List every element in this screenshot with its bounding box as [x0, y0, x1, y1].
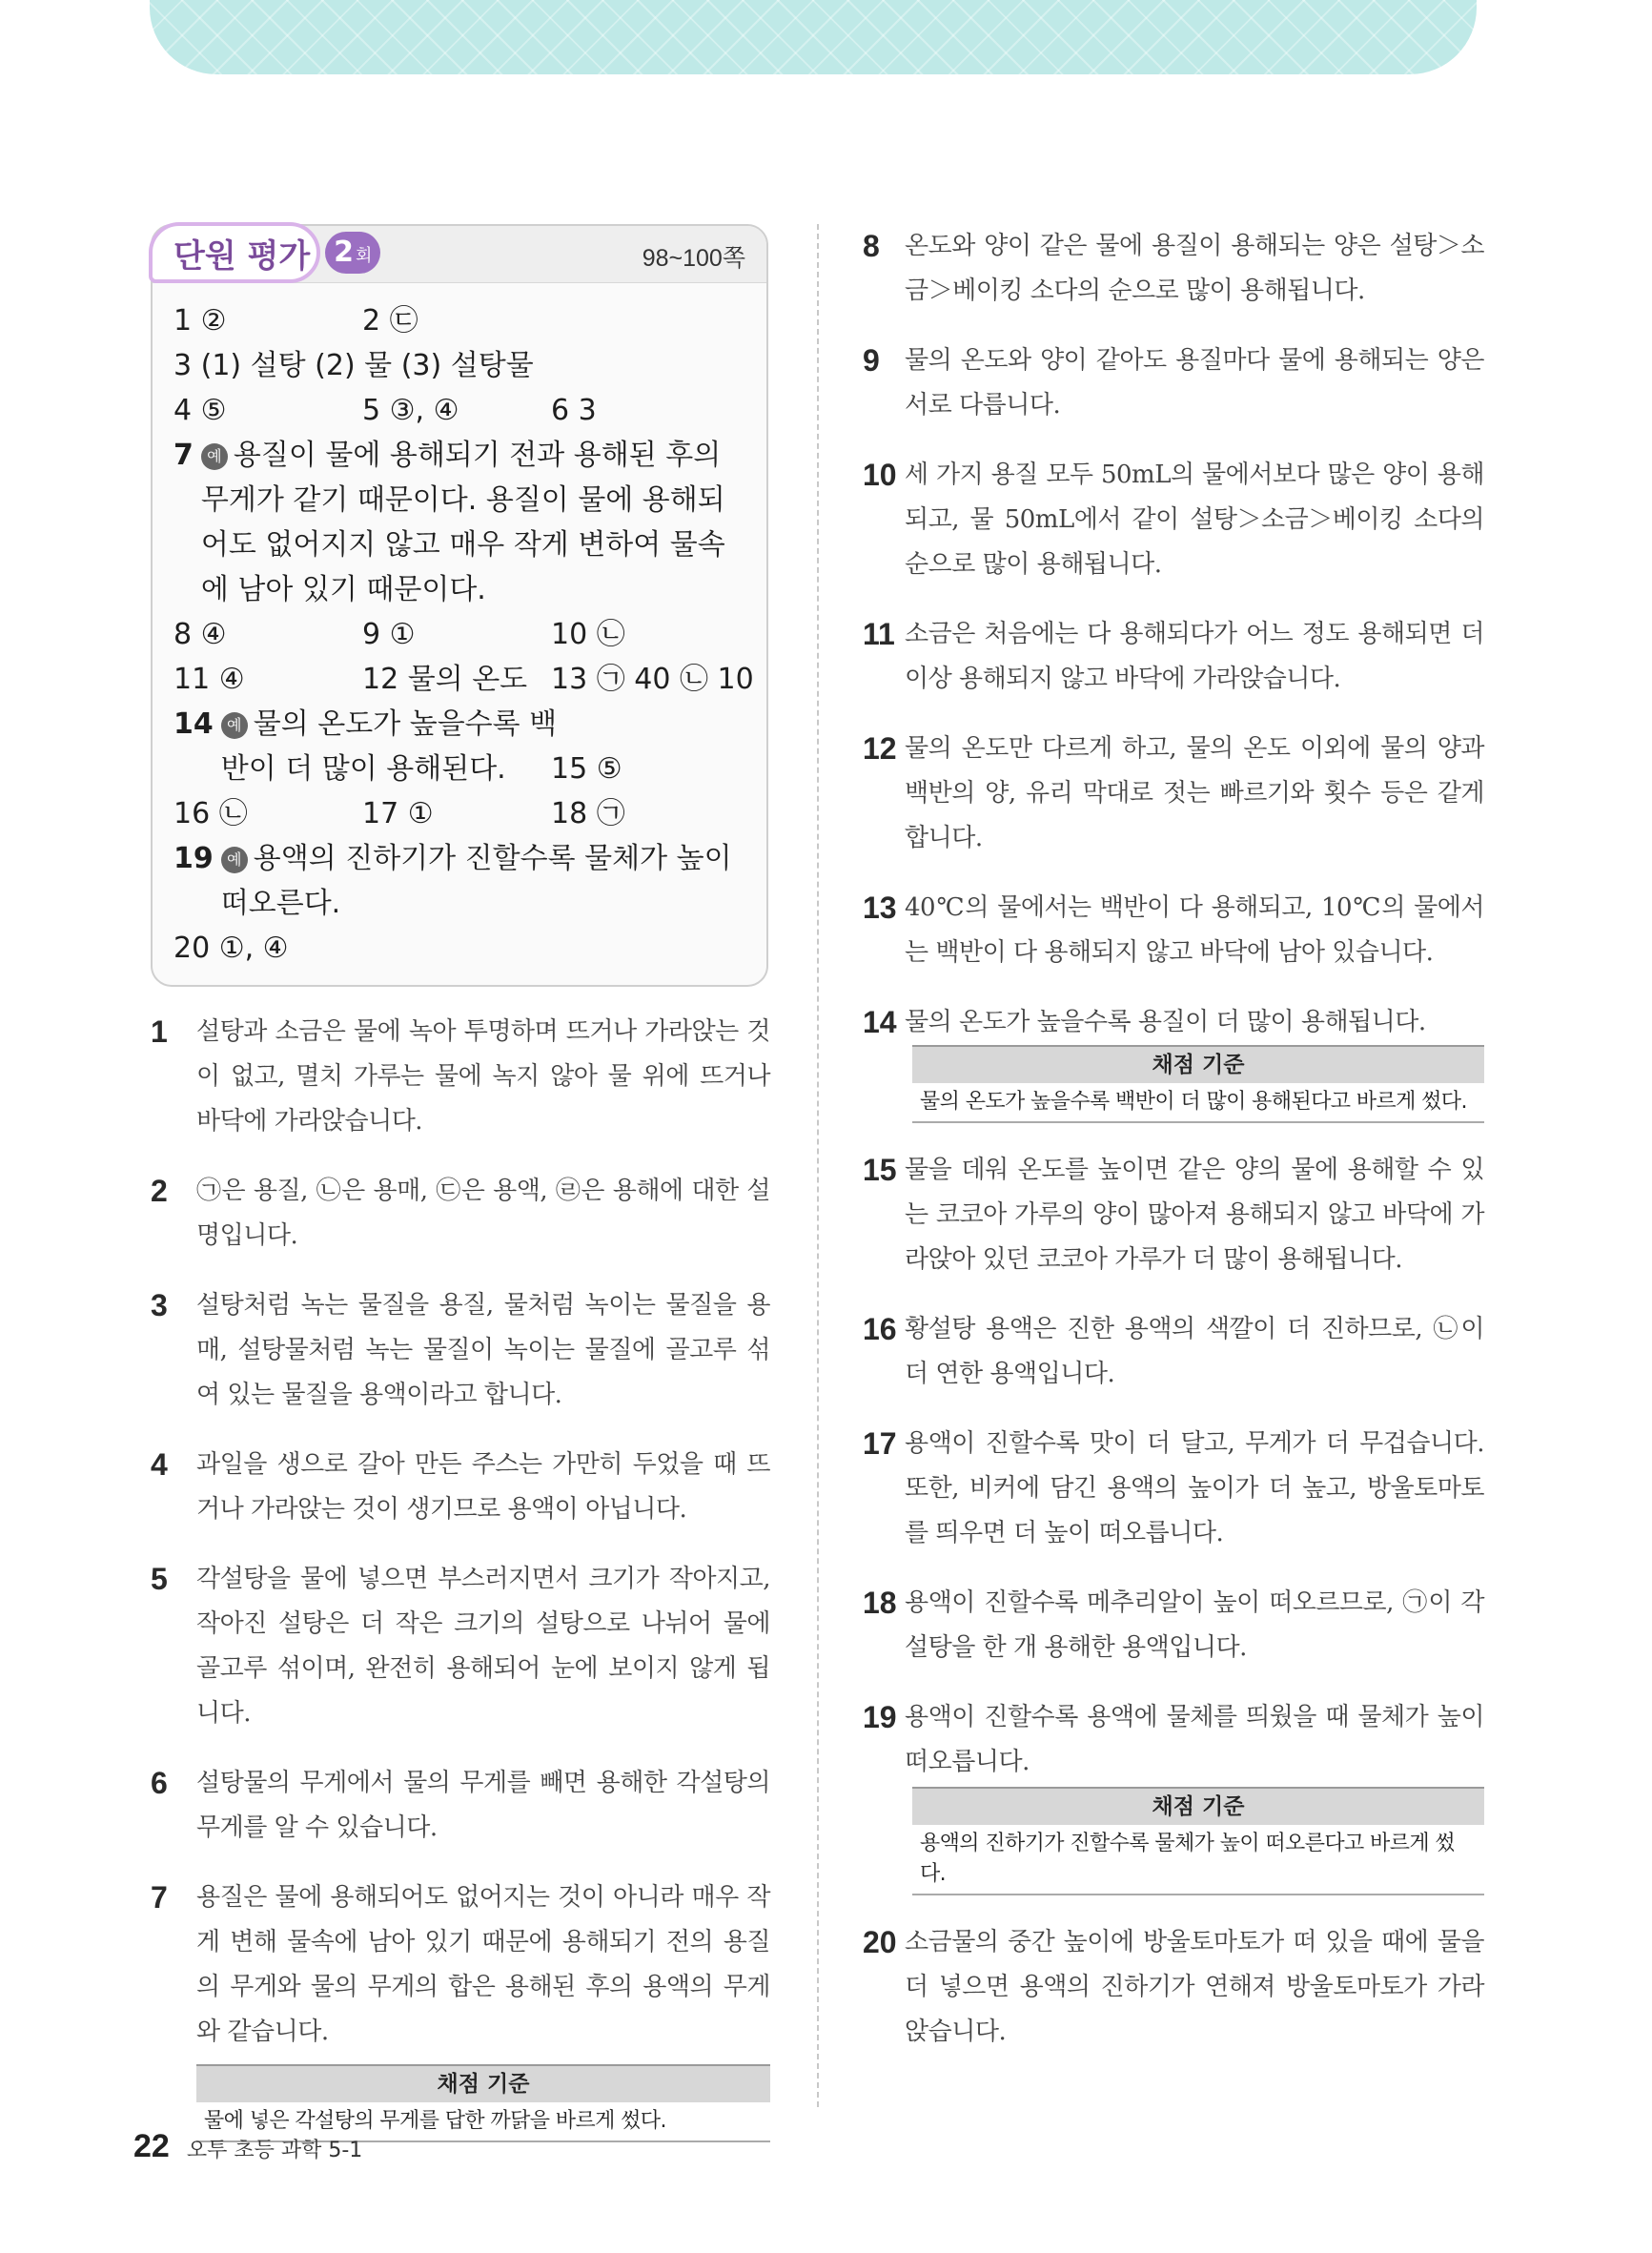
explanation-4 — [151, 1443, 770, 1532]
explanation-text: 용액이 진할수록 메추리알이 높이 떠오르므로, ㉠이 각설탕을 한 개 용해한 용액입니다. — [905, 1588, 1484, 1662]
answer-9: 9 ① — [362, 618, 416, 651]
scoring-criteria-header: 채점 기준 — [196, 2064, 770, 2102]
answer-10: 10 ㉡ — [551, 618, 625, 651]
round-suffix: 회 — [355, 246, 373, 266]
explanation-8 — [863, 224, 1484, 314]
answer-19-text: 용액의 진하기가 진할수록 물체가 높이 떠오른다. — [220, 842, 732, 920]
answer-14-number: 14 — [173, 707, 214, 741]
scoring-criteria-14 — [912, 1045, 1484, 1123]
round-number: 2 — [334, 236, 354, 269]
scoring-criteria-body: 물의 온도가 높을수록 백반이 더 많이 용해된다고 바르게 썼다. — [920, 1090, 1467, 1114]
explanation-text: 물의 온도만 다르게 하고, 물의 온도 이외에 물의 양과 백반의 양, 유리 막대로 젓는 빠르기와 횟수 등은 같게 합니다. — [905, 734, 1484, 852]
scoring-criteria-header: 채점 기준 — [912, 1787, 1484, 1825]
explanation-number: 4 — [151, 1447, 168, 1482]
unit-test-badge — [153, 220, 391, 285]
example-mark-icon: 예 — [221, 712, 248, 739]
answer-3: 3 (1) 설탕 (2) 물 (3) 설탕물 — [173, 349, 534, 382]
explanation-10 — [863, 453, 1484, 587]
answer-18: 18 ㉠ — [551, 797, 625, 830]
explanation-number: 20 — [863, 1925, 897, 1959]
explanation-text: 설탕과 소금은 물에 녹아 투명하며 뜨거나 가라앉는 것이 없고, 멸치 가루는 물에 녹지 않아 물 위에 뜨거나 바닥에 가라앉습니다. — [196, 1017, 770, 1136]
answer-11: 11 ④ — [173, 663, 245, 696]
explanation-16 — [863, 1307, 1484, 1397]
explanation-number: 6 — [151, 1766, 168, 1800]
answer-row — [173, 791, 747, 836]
answer-2: 2 ㉢ — [362, 304, 418, 338]
explanation-11 — [863, 612, 1484, 702]
answer-6: 6 3 — [551, 394, 597, 427]
example-mark-icon: 예 — [221, 847, 248, 873]
explanation-1 — [151, 1010, 770, 1144]
explanation-3 — [151, 1283, 770, 1418]
explanation-6 — [151, 1761, 770, 1851]
explanation-18 — [863, 1581, 1484, 1670]
answer-row — [173, 343, 747, 388]
explanation-number: 16 — [863, 1312, 897, 1346]
round-badge — [325, 232, 380, 274]
explanation-2 — [151, 1169, 770, 1259]
explanation-number: 3 — [151, 1288, 168, 1322]
explanation-number: 15 — [863, 1153, 897, 1187]
answer-row — [173, 388, 747, 433]
explanation-12 — [863, 727, 1484, 861]
page-footer — [133, 2128, 362, 2165]
explanation-number: 12 — [863, 731, 897, 766]
explanation-text: 물의 온도와 양이 같아도 용질마다 물에 용해되는 양은 서로 다릅니다. — [905, 346, 1484, 420]
answer-15: 15 ⑤ — [551, 752, 622, 786]
top-decorative-banner — [150, 0, 1477, 74]
explanation-text: ㉠은 용질, ㉡은 용매, ㉢은 용액, ㉣은 용해에 대한 설명입니다. — [196, 1177, 770, 1250]
explanation-17 — [863, 1422, 1484, 1556]
answer-16: 16 ㉡ — [173, 797, 248, 830]
explanation-9 — [863, 338, 1484, 428]
right-column — [863, 224, 1484, 2079]
scoring-criteria-header: 채점 기준 — [912, 1045, 1484, 1083]
explanation-text: 소금물의 중간 높이에 방울토마토가 떠 있을 때에 물을 더 넣으면 용액의 진하기가 연해져 방울토마토가 가라앉습니다. — [905, 1928, 1484, 2046]
explanation-number: 9 — [863, 343, 880, 378]
explanation-number: 1 — [151, 1014, 168, 1049]
explanation-number: 17 — [863, 1426, 897, 1461]
answer-list — [173, 298, 754, 971]
answer-row — [173, 926, 747, 971]
answer-1: 1 ② — [173, 304, 227, 338]
answer-7 — [173, 433, 747, 612]
left-column — [151, 224, 770, 2142]
explanation-text: 소금은 처음에는 다 용해되다가 어느 정도 용해되면 더 이상 용해되지 않고 바닥에 가라앉습니다. — [905, 620, 1484, 693]
explanation-5 — [151, 1557, 770, 1736]
explanation-text: 세 가지 용질 모두 50mL의 물에서보다 많은 양이 용해되고, 물 50mL에서 같이 설탕＞소금＞베이킹 소다의 순으로 많이 용해됩니다. — [905, 461, 1484, 579]
answer-4: 4 ⑤ — [173, 394, 227, 427]
answer-14-text: 물의 온도가 높을수록 백반이 더 많이 용해된다. — [220, 707, 558, 786]
unit-test-label: 단원 평가 — [173, 236, 311, 276]
explanation-20 — [863, 1920, 1484, 2055]
explanation-text: 물의 온도가 높을수록 용질이 더 많이 용해됩니다. — [905, 1008, 1426, 1036]
explanation-text: 용액이 진할수록 맛이 더 달고, 무게가 더 무겁습니다. 또한, 비커에 담긴 용액의 높이가 더 높고, 방울토마토를 띄우면 더 높이 떠오릅니다. — [905, 1429, 1484, 1547]
page-range: 98~100쪽 — [642, 245, 745, 272]
book-title: 오투 초등 과학 5-1 — [186, 2139, 363, 2162]
explanation-text: 각설탕을 물에 넣으면 부스러지면서 크기가 작아지고, 작아진 설탕은 더 작은 크기의 설탕으로 나뉘어 물에 골고루 섞이며, 완전히 용해되어 눈에 보이지 않게 됩니다. — [196, 1565, 770, 1728]
explanation-number: 13 — [863, 891, 897, 925]
explanation-7 — [151, 1875, 770, 2055]
explanation-number: 2 — [151, 1174, 168, 1208]
answer-8: 8 ④ — [173, 618, 227, 651]
explanation-15 — [863, 1148, 1484, 1282]
answer-12: 12 물의 온도 — [362, 663, 528, 696]
explanation-text: 용질은 물에 용해되어도 없어지는 것이 아니라 매우 작게 변해 물속에 남아 있기 때문에 용해되기 전의 용질의 무게와 물의 무게의 합은 용해된 후의 용액의 무게와 같습니다. — [196, 1883, 770, 2046]
explanation-text: 과일을 생으로 갈아 만든 주스는 가만히 두었을 때 뜨거나 가라앉는 것이 생기므로 용액이 아닙니다. — [196, 1450, 770, 1524]
explanation-number: 18 — [863, 1586, 897, 1620]
explanation-number: 8 — [863, 229, 880, 263]
answer-7-text: 용질이 물에 용해되기 전과 용해된 후의 무게가 같기 때문이다. 용질이 물에 용해되어도 없어지지 않고 매우 작게 변하여 물속에 남아 있기 때문이다. — [200, 439, 725, 606]
explanation-number: 7 — [151, 1880, 168, 1915]
answer-20: 20 ①, ④ — [173, 932, 289, 965]
scoring-criteria-body: 용액의 진하기가 진할수록 물체가 높이 떠오른다고 바르게 썼다. — [920, 1832, 1456, 1886]
explanation-number: 10 — [863, 458, 897, 492]
unit-test-answer-box — [151, 224, 768, 987]
explanation-number: 5 — [151, 1562, 168, 1596]
answer-19 — [173, 836, 747, 926]
explanation-text: 물을 데워 온도를 높이면 같은 양의 물에 용해할 수 있는 코코아 가루의 양이 많아져 용해되지 않고 바닥에 가라앉아 있던 코코아 가루가 더 많이 용해됩니다. — [905, 1156, 1484, 1274]
explanation-text: 설탕처럼 녹는 물질을 용질, 물처럼 녹이는 물질을 용매, 설탕물처럼 녹는 물질이 녹이는 물질에 골고루 섞여 있는 물질을 용액이라고 합니다. — [196, 1291, 770, 1409]
explanation-19 — [863, 1695, 1484, 1785]
answer-row — [173, 612, 747, 657]
explanation-14 — [863, 1000, 1484, 1045]
answer-5: 5 ③, ④ — [362, 394, 459, 427]
explanation-text: 온도와 양이 같은 물에 용질이 용해되는 양은 설탕＞소금＞베이킹 소다의 순으로 많이 용해됩니다. — [905, 232, 1484, 305]
scoring-criteria-19 — [912, 1787, 1484, 1895]
column-divider — [817, 224, 819, 2107]
answer-13: 13 ㉠ 40 ㉡ 10 — [551, 663, 754, 696]
explanation-text: 설탕물의 무게에서 물의 무게를 빼면 용해한 각설탕의 무게를 알 수 있습니다. — [196, 1769, 770, 1842]
page-number: 22 — [133, 2128, 170, 2164]
explanation-text: 황설탕 용액은 진한 용액의 색깔이 더 진하므로, ㉡이 더 연한 용액입니다. — [905, 1315, 1484, 1388]
explanation-number: 14 — [863, 1005, 897, 1039]
explanation-text: 40℃의 물에서는 백반이 다 용해되고, 10℃의 물에서는 백반이 다 용해되지 않고 바닥에 남아 있습니다. — [905, 893, 1484, 967]
example-mark-icon: 예 — [201, 443, 228, 470]
explanation-13 — [863, 886, 1484, 975]
explanation-number: 11 — [863, 617, 895, 651]
scoring-criteria-body: 물에 넣은 각설탕의 무게를 답한 까닭을 바르게 썼다. — [204, 2109, 666, 2133]
explanation-number: 19 — [863, 1700, 897, 1734]
explanation-text: 용액이 진할수록 용액에 물체를 띄웠을 때 물체가 높이 떠오릅니다. — [905, 1703, 1484, 1776]
answer-row — [173, 747, 747, 791]
answer-19-number: 19 — [173, 842, 214, 875]
answer-row — [173, 298, 747, 343]
answer-17: 17 ① — [362, 797, 434, 830]
answer-7-number: 7 — [173, 439, 194, 472]
answer-row — [173, 657, 754, 702]
